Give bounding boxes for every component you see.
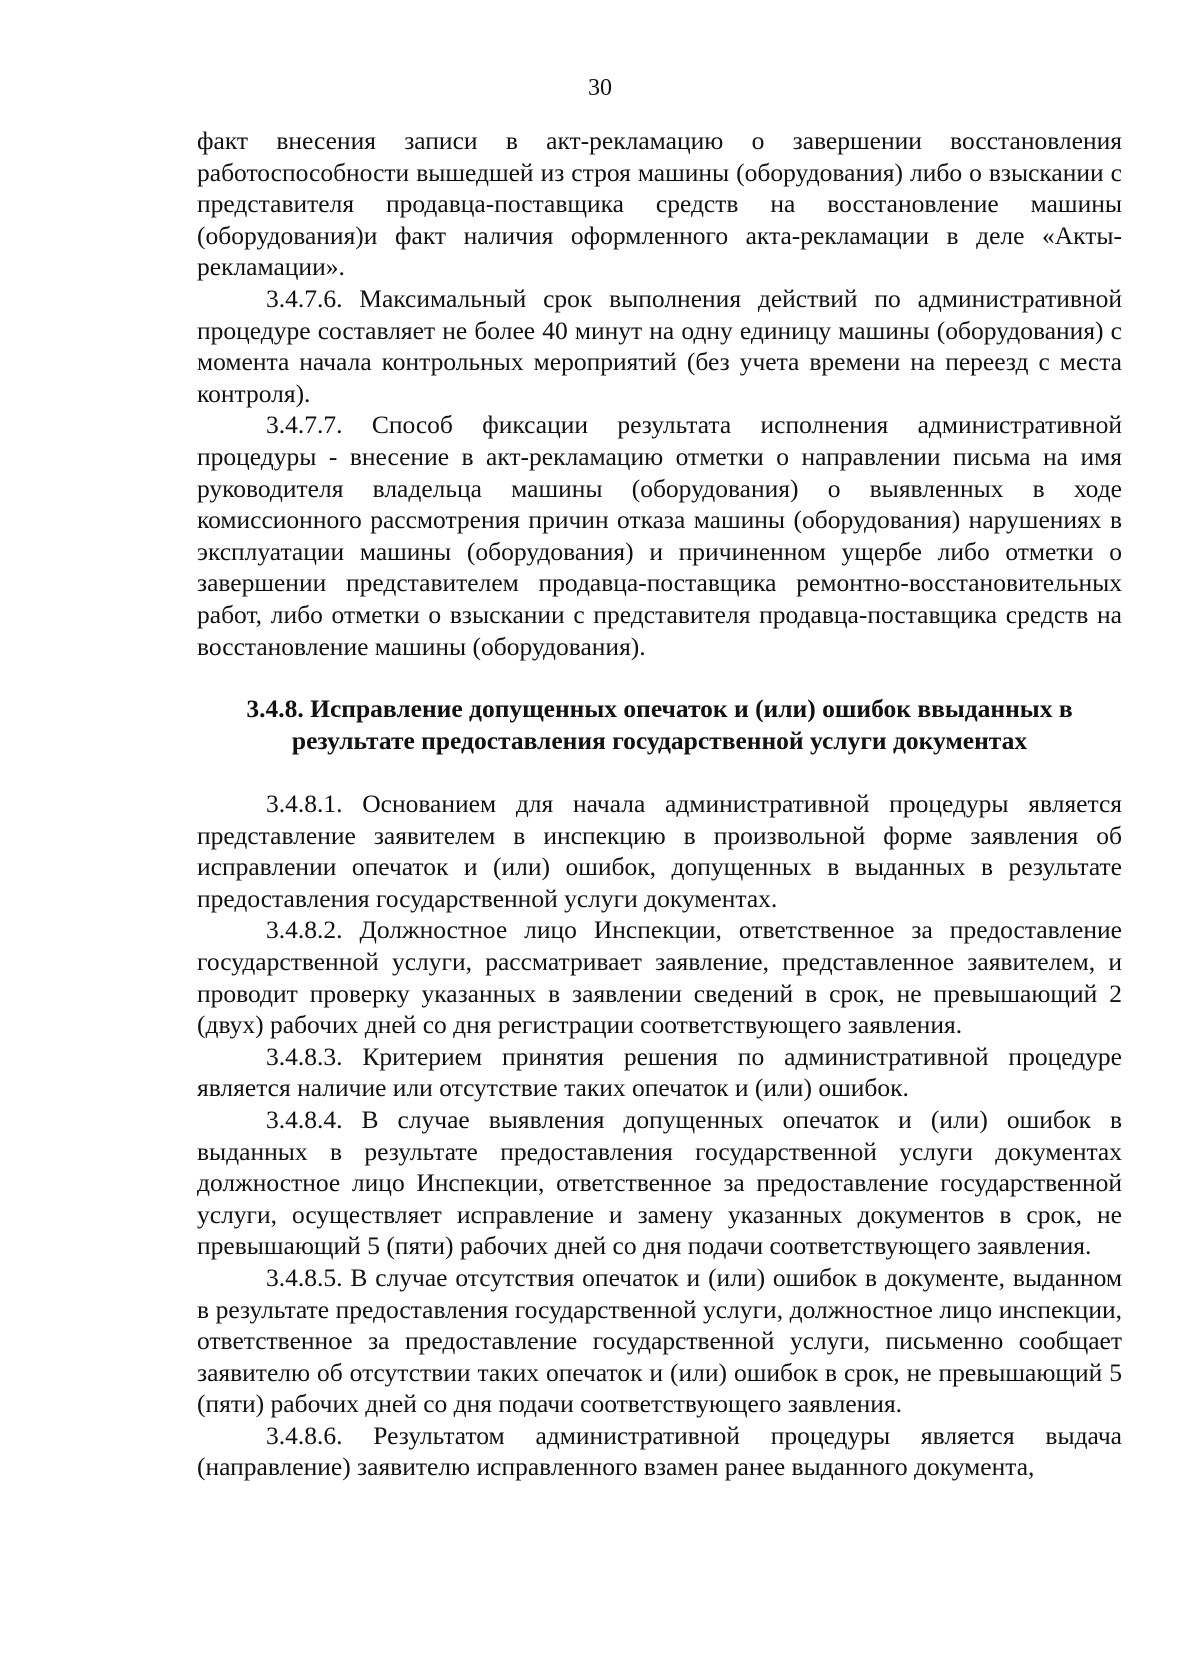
section-heading-3-4-8 [197, 693, 1122, 757]
paragraph-3-4-8-1: 3.4.8.1. Основанием для начала административной процедуры является представление заявителем в инспекцию в произвольной форме заявления об исправлении опечаток и (или) ошибок, допущенных в выданных в результате предоставления государственной услуги документах. [197, 789, 1122, 913]
page-number: 30 [588, 75, 612, 101]
paragraph-3-4-8-4: 3.4.8.4. В случае выявления допущенных опечаток и (или) ошибок в выданных в результате предоставления государственной услуги документах должностное лицо Инспекции, ответственное за предоставление государственной услуги, осуществляет исправление и замену указанных документов в срок, не превышающий 5 (пяти) рабочих дней со дня подачи соответствующего заявления. [197, 1104, 1122, 1261]
paragraph-3-4-8-2: 3.4.8.2. Должностное лицо Инспекции, ответственное за предоставление государственной услуги, рассматривает заявление, представленное заявителем, и проводит проверку указанных в заявлении сведений в срок, не превышающий 2 (двух) рабочих дней со дня регистрации соответствующего заявления. [197, 915, 1122, 1040]
paragraph-3-4-8-6: 3.4.8.6. Результатом административной процедуры является выдача (направление) заявителю исправленного взамен ранее выданного документа, [197, 1420, 1122, 1482]
section-heading-line-1: 3.4.8. Исправление допущенных опечаток и (или) ошибок ввыданных в [246, 694, 1073, 723]
paragraph-3-4-8-3: 3.4.8.3. Критерием принятия решения по административной процедуре является наличие или отсутствие таких опечаток и (или) ошибок. [197, 1041, 1122, 1103]
section-heading-line-2: результате предоставления государственной услуги документах [291, 726, 1028, 755]
paragraph-3-4-7-7: 3.4.7.7. Способ фиксации результата исполнения административной процедуры - внесение в акт-рекламацию отметки о направлении письма на имя руководителя владельца машины (оборудования) о выявленных в ходе комиссионного рассмотрения причин отказа машины (оборудования) нарушениях в эксплуатации машины (оборудования) и причиненном ущербе либо отметки о завершении представителем продавца-поставщика ремонтно-восстановительных работ, либо отметки о взыскании с представителя продавца-поставщика средств на восстановление машины (оборудования). [197, 410, 1122, 661]
paragraph: факт внесения записи в акт-рекламацию о завершении восстановления работоспособности вышедшей из строя машины (оборудования) либо о взыскании с представителя продавца-поставщика средств на восстановление машины (оборудования)и факт наличия оформленного акта-рекламации в деле «Акты-рекламации». [197, 126, 1122, 282]
text-block-bottom [197, 788, 1122, 1483]
paragraph-3-4-8-5: 3.4.8.5. В случае отсутствия опечаток и (или) ошибок в документе, выданном в результате предоставления государственной услуги, должностное лицо инспекции, ответственное за предоставление государственной услуги, письменно сообщает заявителю об отсутствии таких опечаток и (или) ошибок в срок, не превышающий 5 (пяти) рабочих дней со дня подачи соответствующего заявления. [197, 1262, 1122, 1419]
paragraph-3-4-7-6: 3.4.7.6. Максимальный срок выполнения действий по административной процедуре составляет не более 40 минут на одну единицу машины (оборудования) с момента начала контрольных мероприятий (без учета времени на переезд с места контроля). [197, 283, 1122, 408]
text-block-top [197, 125, 1122, 662]
